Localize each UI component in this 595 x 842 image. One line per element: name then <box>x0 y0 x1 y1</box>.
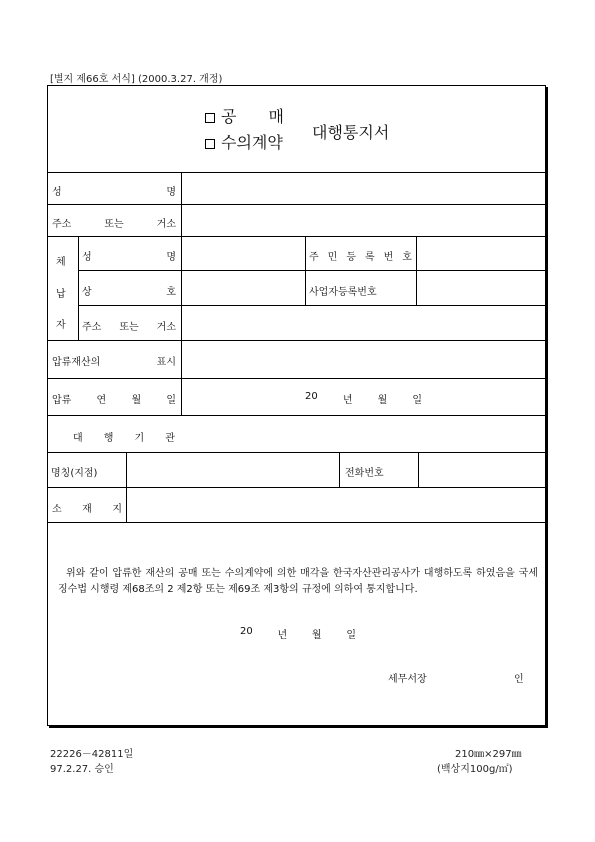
paper-spec: (백상지100g/㎡) <box>437 764 513 775</box>
label-trade-name: 상 호 <box>82 287 176 298</box>
form-number: 22226－42811일 <box>50 749 134 760</box>
input-resident-number[interactable] <box>417 237 544 269</box>
label-taxpayer-1: 체 <box>56 257 66 268</box>
option-private-contract-label: 수의계약 <box>221 133 283 152</box>
checkbox-icon[interactable] <box>205 139 215 149</box>
input-business-number[interactable] <box>417 271 544 304</box>
input-agency-phone[interactable] <box>419 453 544 486</box>
agency-section-header: 대 행 기 관 <box>73 433 175 444</box>
divider <box>78 236 79 340</box>
label-resident-number: 주 민 등 록 번 호 <box>309 252 412 263</box>
approval-date: 97.2.27. 승인 <box>50 764 114 775</box>
label-agency-phone: 전화번호 <box>345 468 384 479</box>
seizure-date-field[interactable]: 20 년 월 일 <box>305 391 422 406</box>
input-agency-name[interactable] <box>127 453 338 486</box>
notice-body: 위와 같이 압류한 재산의 공매 또는 수의계약에 의한 매각을 한국자산관리공사가 대행하도록 하였음을 국세징수법 시행령 제68조의 2 제2항 또는 제69조 제3항의 규정에 의하여 통지합니다. <box>58 568 538 595</box>
input-agency-location[interactable] <box>127 488 544 521</box>
input-trade-name[interactable] <box>182 271 304 304</box>
notice-date[interactable]: 20 년 월 일 <box>240 626 356 641</box>
label-agency-name: 명칭(지점) <box>51 468 98 479</box>
label-taxpayer-2: 납 <box>56 289 66 300</box>
page-title: 대행통지서 <box>312 123 390 142</box>
label-name: 성 명 <box>52 187 176 198</box>
input-name[interactable] <box>182 173 544 203</box>
label-taxpayer-address: 주소 또는 거소 <box>82 322 176 333</box>
input-address[interactable] <box>182 205 544 235</box>
option-public-sale-label: 공 매 <box>221 107 284 126</box>
label-address: 주소 또는 거소 <box>52 219 176 230</box>
label-seized-property: 압류재산의 표시 <box>52 357 176 368</box>
checkbox-option-private-contract[interactable] <box>205 130 283 153</box>
divider <box>48 522 545 523</box>
input-taxpayer-name[interactable] <box>182 237 304 269</box>
paper-size: 210㎜×297㎜ <box>455 749 522 760</box>
label-taxpayer-3: 자 <box>56 320 66 331</box>
divider <box>48 378 545 379</box>
signer-label: 세무서장 <box>388 674 427 685</box>
checkbox-icon[interactable] <box>205 113 215 123</box>
divider <box>48 415 545 416</box>
divider <box>339 452 340 487</box>
seal-mark: 인 <box>514 674 524 685</box>
checkbox-option-public-sale[interactable] <box>205 104 284 127</box>
input-seized-property[interactable] <box>182 341 544 377</box>
label-seizure-date: 압류 연 월 일 <box>52 395 176 406</box>
divider <box>305 236 306 305</box>
label-agency-location: 소 재 지 <box>52 504 122 515</box>
form-header: [별지 제66호 서식] (2000.3.27. 개정) <box>50 74 223 85</box>
label-business-number: 사업자등록번호 <box>309 287 377 298</box>
input-taxpayer-address[interactable] <box>182 306 544 339</box>
label-taxpayer-name: 성 명 <box>82 252 176 263</box>
